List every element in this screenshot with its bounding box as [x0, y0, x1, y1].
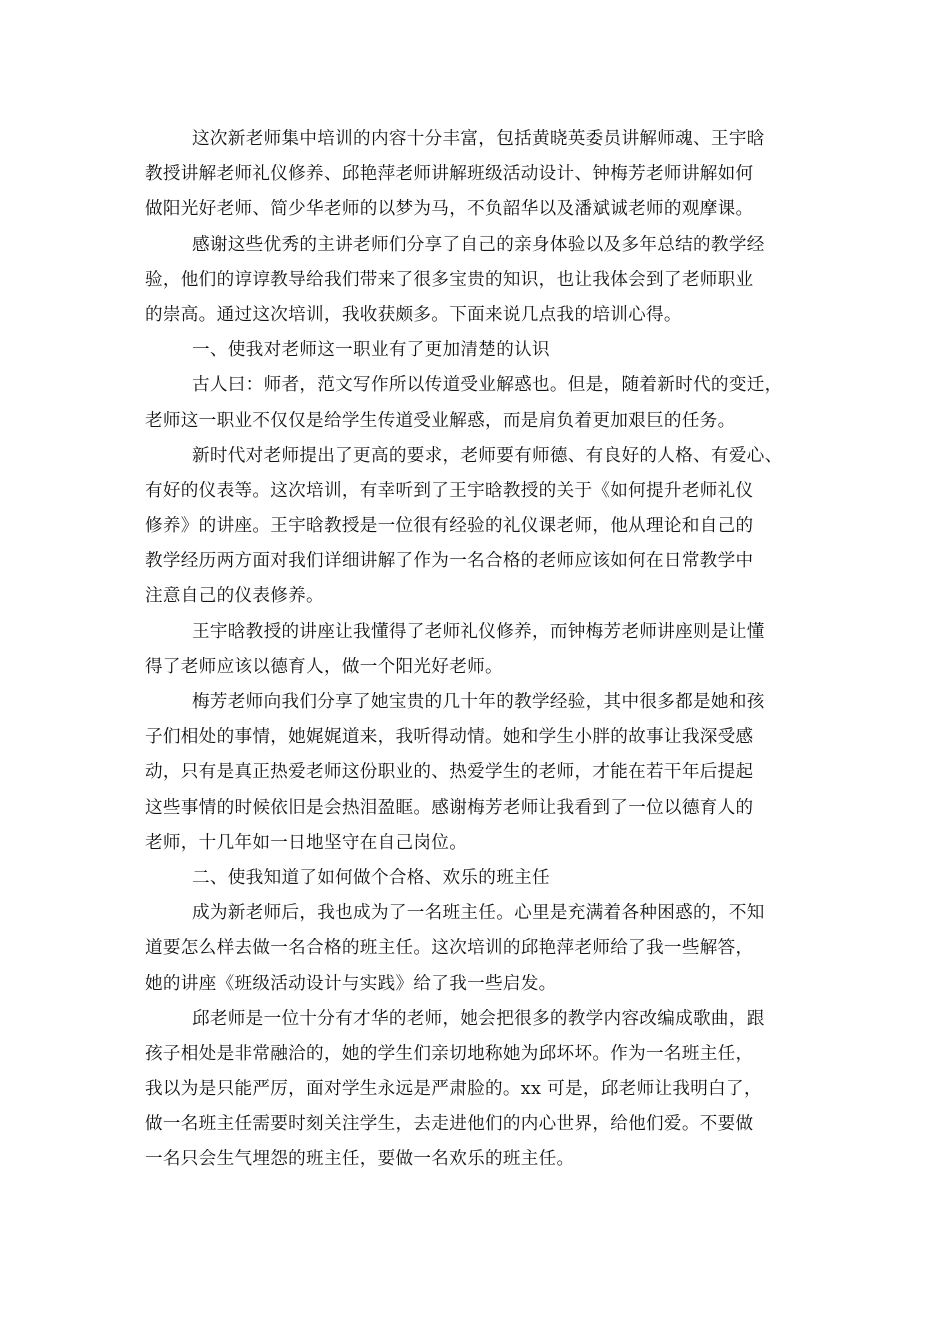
- section-heading-1: [145, 333, 825, 368]
- text-line: 教授讲解老师礼仪修养、邱艳萍老师讲解班级活动设计、钟梅芳老师讲解如何: [145, 164, 754, 185]
- section-heading: 一、使我对老师这一职业有了更加清楚的认识: [192, 340, 550, 361]
- text-line: 我以为是只能严厉，面对学生永远是严肃脸的。xx 可是，邱老师让我明白了，: [145, 1079, 762, 1100]
- section-heading: 二、使我知道了如何做个合格、欢乐的班主任: [192, 867, 550, 888]
- text-line: 道要怎么样去做一名合格的班主任。这次培训的邱艳萍老师给了我一些解答，: [145, 938, 754, 959]
- document-body: [145, 122, 825, 1178]
- paragraph-ancient-saying: [145, 368, 825, 438]
- text-line: 这次新老师集中培训的内容十分丰富，包括黄晓英委员讲解师魂、王宇晗: [192, 129, 765, 149]
- paragraph-training-content: [145, 122, 825, 228]
- text-line: 梅芳老师向我们分享了她宝贵的几十年的教学经验，其中很多都是她和孩: [192, 692, 765, 712]
- text-line: 老师这一职业不仅仅是给学生传道受业解惑，而是肩负着更加艰巨的任务。: [145, 410, 736, 431]
- paragraph-meifang-experience: [145, 685, 825, 861]
- text-line: 教学经历两方面对我们详细讲解了作为一名合格的老师应该如何在日常教学中: [145, 551, 754, 572]
- text-line: 她的讲座《班级活动设计与实践》给了我一些启发。: [145, 973, 557, 994]
- text-line: 的崇高。通过这次培训，我收获颇多。下面来说几点我的培训心得。: [145, 304, 682, 325]
- text-line: 做阳光好老师、简少华老师的以梦为马，不负韶华以及潘斌诚老师的观摩课。: [145, 199, 754, 220]
- text-line: 这些事情的时候依旧是会热泪盈眶。感谢梅芳老师让我看到了一位以德育人的: [145, 797, 754, 818]
- text-line: 注意自己的仪表修养。: [145, 586, 324, 607]
- text-line: 孩子相处是非常融洽的，她的学生们亲切地称她为邱坏坏。作为一名班主任，: [145, 1043, 754, 1064]
- text-line: 感谢这些优秀的主讲老师们分享了自己的亲身体验以及多年总结的教学经: [192, 234, 765, 255]
- paragraph-etiquette-lecture: [145, 615, 825, 685]
- text-line: 动，只有是真正热爱老师这份职业的、热爱学生的老师，才能在若干年后提起: [145, 762, 754, 783]
- paragraph-thanks: [145, 228, 825, 334]
- paragraph-new-era: [145, 439, 825, 615]
- text-line: 修养》的讲座。王宇晗教授是一位很有经验的礼仪课老师，他从理论和自己的: [145, 516, 754, 537]
- text-line: 得了老师应该以德育人，做一个阳光好老师。: [145, 656, 503, 677]
- section-heading-2: [145, 861, 825, 896]
- text-line: 有好的仪表等。这次培训，有幸听到了王宇晗教授的关于《如何提升老师礼仪: [145, 480, 754, 501]
- text-line: 古人曰：师者，范文写作所以传道受业解惑也。但是，随着新时代的变迁，: [192, 375, 783, 396]
- text-line: 做一名班主任需要时刻关注学生，去走进他们的内心世界，给他们爱。不要做: [145, 1114, 754, 1135]
- paragraph-teacher-qiu: [145, 1002, 825, 1178]
- text-line: 新时代对老师提出了更高的要求，老师要有师德、有良好的人格、有爱心、: [192, 445, 783, 466]
- text-line: 一名只会生气埋怨的班主任，要做一名欢乐的班主任。: [145, 1149, 575, 1170]
- paragraph-head-teacher: [145, 896, 825, 1002]
- text-line: 邱老师是一位十分有才华的老师，她会把很多的教学内容改编成歌曲，跟: [192, 1008, 765, 1029]
- text-line: 成为新老师后，我也成为了一名班主任。心里是充满着各种困惑的，不知: [192, 903, 765, 924]
- text-line: 王宇晗教授的讲座让我懂得了老师礼仪修养，而钟梅芳老师讲座则是让懂: [192, 621, 765, 642]
- text-line: 验，他们的谆谆教导给我们带来了很多宝贵的知识，也让我体会到了老师职业: [145, 269, 754, 290]
- text-line: 老师，十几年如一日地坚守在自己岗位。: [145, 832, 468, 853]
- text-line: 子们相处的事情，她娓娓道来，我听得动情。她和学生小胖的故事让我深受感: [145, 727, 754, 748]
